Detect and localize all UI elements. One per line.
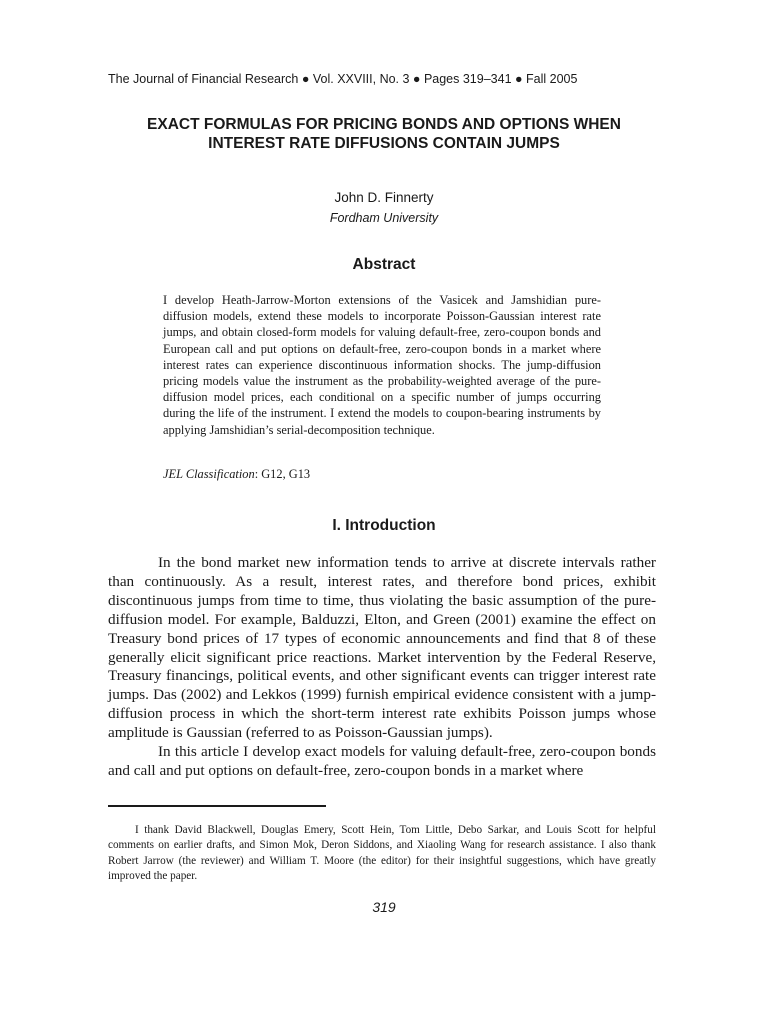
section-heading-introduction: I. Introduction [332, 517, 436, 534]
article-title [100, 115, 668, 153]
article-title-line-2: INTEREST RATE DIFFUSIONS CONTAIN JUMPS [208, 135, 560, 152]
introduction-text [108, 554, 656, 781]
author-name: John D. Finnerty [334, 190, 434, 205]
abstract-heading: Abstract [352, 256, 416, 273]
introduction-paragraph-1: In the bond market new information tends to arrive at discrete intervals rather than continuously. As a result, interest rates, and therefore bond prices, exhibit discontinuous jumps from time to time, thus violating the basic assumption of the pure-diffusion model. For example, Balduzzi, Elton, and Green (2001) examine the effect on Treasury bond prices of 17 types of economic announcements and find that 8 of these generally elicit significant price reactions. Market intervention by the Federal Reserve, Treasury financings, political events, and other significant events can trigger interest rate jumps. Das (2002) and Lekkos (1999) furnish empirical evidence consistent with a jump-diffusion process in which the short-term interest rate exhibits Poisson jumps whose amplitude is Gaussian (referred to as Poisson-Gaussian jumps). [108, 554, 656, 742]
jel-codes: : G12, G13 [254, 467, 311, 481]
jel-label: JEL Classification [163, 467, 255, 481]
footnote-divider [108, 805, 326, 807]
author-affiliation: Fordham University [329, 211, 439, 225]
jel-classification [163, 466, 601, 482]
acknowledgment-footnote: I thank David Blackwell, Douglas Emery, Scott Hein, Tom Little, Debo Sarkar, and Louis Scott for helpful comments on earlier drafts, and Simon Mok, Deron Siddons, and Xiaoling Wang for research assistance. I also thank Robert Jarrow (the reviewer) and William T. Moore (the editor) for their insightful suggestions, which have greatly improved the paper. [108, 824, 656, 883]
page-number: 319 [372, 899, 396, 915]
introduction-paragraph-2: In this article I develop exact models for valuing default-free, zero-coupon bonds and call and put options on default-free, zero-coupon bonds in a market where [108, 743, 656, 779]
running-head: The Journal of Financial Research ● Vol. XXVIII, No. 3 ● Pages 319–341 ● Fall 2005 [108, 72, 578, 86]
article-title-line-1: EXACT FORMULAS FOR PRICING BONDS AND OPTIONS WHEN [147, 116, 621, 133]
abstract-body: I develop Heath-Jarrow-Morton extensions of the Vasicek and Jamshidian pure-diffusion models, extend these models to incorporate Poisson-Gaussian interest rate jumps, and obtain closed-form models for valuing default-free, zero-coupon bonds and European call and put options on default-free, zero-coupon bonds in a market where interest rates can experience discontinuous information shocks. The jump-diffusion pricing models value the instrument as the probability-weighted average of the pure-diffusion model prices, each conditional on a specific number of jumps occurring during the life of the instrument. I extend the models to coupon-bearing instruments by applying Jamshidian’s serial-decomposition technique. [163, 293, 601, 437]
